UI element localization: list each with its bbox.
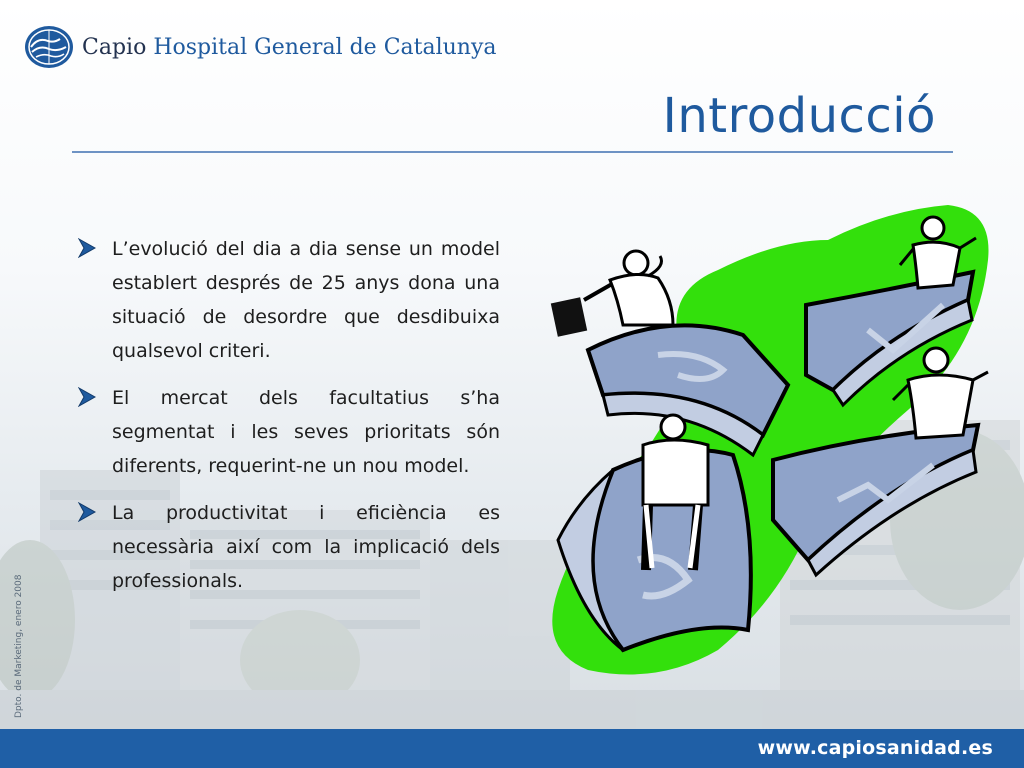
footer-website-link[interactable]: www.capiosanidad.es — [757, 737, 993, 759]
logo-brand: Capio — [82, 34, 147, 60]
arrow-bullet-icon — [78, 496, 112, 526]
bullet-item — [78, 232, 500, 368]
bullet-item — [78, 381, 500, 483]
person-with-briefcase — [551, 251, 673, 337]
arrow-bullet-icon — [78, 381, 112, 411]
department-note: Dpto. de Marketing, enero 2008 — [14, 574, 24, 718]
arrow-bullet-icon — [78, 232, 112, 262]
hospital-logo — [24, 25, 497, 69]
capio-logo-icon — [24, 25, 74, 69]
bullet-list — [78, 232, 500, 611]
logo-hospital-name: Hospital General de Catalunya — [153, 34, 497, 60]
bullet-text: L’evolució del dia a dia sense un model establert després de 25 anys dona una situació de desordre que desdibuixa qualsevol criteri. — [112, 238, 500, 362]
bullet-text: El mercat dels facultatius s’ha segmentat i les seves prioritats són diferents, requerint-ne un nou model. — [112, 387, 500, 477]
logo-text — [82, 35, 497, 60]
footer-bar — [0, 729, 1024, 768]
bullet-text: La productivitat i eficiència es necessària així com la implicació dels professionals. — [112, 502, 500, 592]
title-divider — [72, 151, 953, 153]
slide-title: Introducció — [662, 88, 936, 144]
bullet-item — [78, 496, 500, 598]
people-on-bridges-illustration — [548, 200, 994, 678]
